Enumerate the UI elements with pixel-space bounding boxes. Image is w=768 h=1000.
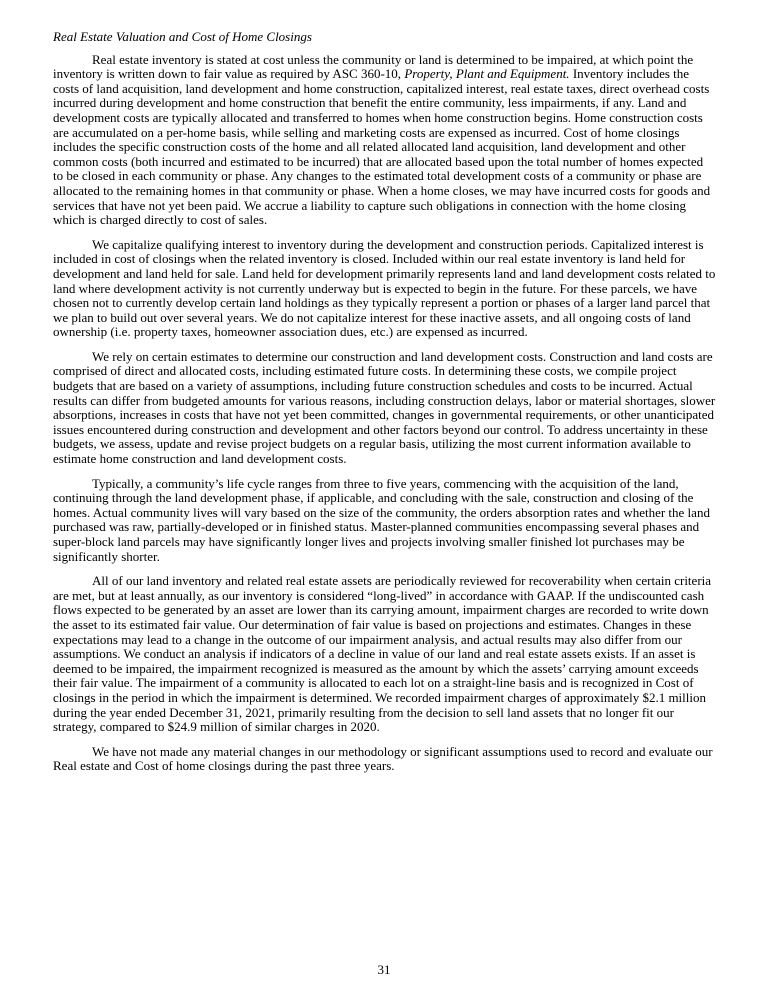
paragraph-text: Inventory includes the costs of land acquisition, land development and home construction, capitalized interest, real estate taxes, direct overhead costs incurred during development and home construction that benefit the entire community, less impairments, if any. Land and development costs are typically allocated and transferred to homes when home construction begins. Home construction costs are accumulated on a per-home basis, while selling and marketing costs are expensed as incurred. Cost of home closings includes the specific construction costs of the home and all related allocated land acquisition, land development and other common costs (both incurred and estimated to be incurred) that are allocated based upon the total number of homes expected to be closed in each community or phase. Any changes to the estimated total development costs of a community or phase are allocated to the remaining homes in that community or phase. When a home closes, we may have incurred costs for goods and services that have not yet been paid. We accrue a liability to capture such obligations in connection with the home closing which is charged directly to cost of sales. — [53, 66, 711, 228]
page-number: 31 — [377, 962, 391, 978]
paragraph-real-estate-inventory — [53, 53, 716, 228]
paragraph-text: All of our land inventory and related real estate assets are periodically reviewed for recoverability when certain criteria are met, but at least annually, as our inventory is considered “long-lived” in accordance with GAAP. If the undiscounted cash flows expected to be generated by an asset are lower than its carrying amount, impairment charges are recorded to write down the asset to its estimated fair value. Our determination of fair value is based on projections and estimates. Changes in these expectations may lead to a change in the outcome of our impairment analysis, and actual results may also differ from our assumptions. We conduct an analysis if indicators of a decline in value of our land and real estate assets exists. If an asset is deemed to be impaired, the impairment recognized is measured as the amount by which the assets’ carrying amount exceeds their fair value. The impairment of a community is allocated to each lot on a straight-line basis and is recognized in Cost of closings in the period in which the impairment is determined. We recorded impairment charges of approximately $2.1 million during the year ended December 31, 2021, primarily resulting from the decision to sell land assets that no longer fit our strategy, compared to $24.9 million of similar charges in 2020. — [53, 573, 712, 735]
paragraph-impairment-review — [53, 574, 716, 735]
paragraph-text: Typically, a community’s life cycle ranges from three to five years, commencing with the acquisition of the land, continuing through the land development phase, if applicable, and concluding with the sale, construction and closing of the homes. Actual community lives will vary based on the size of the community, the orders absorption rates and whether the land purchased was raw, partially-developed or in finished status. Master-planned communities encompassing several phases and super-block land parcels may have significantly longer lives and projects involving smaller finished lot purchases may be significantly shorter. — [53, 475, 710, 564]
section-heading: Real Estate Valuation and Cost of Home Closings — [53, 29, 312, 44]
accounting-standard-reference: Property, Plant and Equipment. — [404, 66, 570, 82]
paragraph-capitalized-interest — [53, 238, 716, 340]
paragraph-cost-estimates — [53, 350, 716, 467]
paragraph-text: We have not made any material changes in our methodology or significant assumptions used to record and evaluate our Real estate and Cost of home closings during the past three years. — [53, 743, 713, 774]
paragraph-text: We rely on certain estimates to determine our construction and land development costs. Construction and land costs are comprised of direct and allocated costs, including estimated future costs. In determining these costs, we compile project budgets that are based on a variety of assumptions, including future construction schedules and costs to be incurred. Actual results can differ from budgeted amounts for various reasons, including construction delays, labor or material shortages, slower absorptions, increases in costs that have not yet been committed, changes in governmental requirements, or other unanticipated issues encountered during construction and development and other factors beyond our control. To address uncertainty in these budgets, we assess, update and revise project budgets on a regular basis, utilizing the most current information available to estimate home construction and land development costs. — [53, 348, 716, 467]
paragraph-community-life-cycle — [53, 477, 716, 565]
paragraph-text: Real estate inventory is stated at cost unless the community or land is determined to be impaired, at which point the inventory is written down to fair value as required by ASC 360-10, — [53, 51, 694, 82]
paragraph-methodology-changes — [53, 745, 716, 774]
paragraph-text: We capitalize qualifying interest to inventory during the development and construction periods. Capitalized interest is included in cost of closings when the related inventory is closed. Included within our real estate inventory is land held for development and land held for sale. Land held for development primarily represents land and land development costs related to land where development activity is not currently underway but is expected to begin in the future. For these parcels, we have chosen not to currently develop certain land holdings as they typically represent a portion or phases of a larger land parcel that we plan to build out over several years. We do not capitalize interest for these inactive assets, and all ongoing costs of land ownership (i.e. property taxes, homeowner association dues, etc.) are expensed as incurred. — [53, 236, 716, 340]
